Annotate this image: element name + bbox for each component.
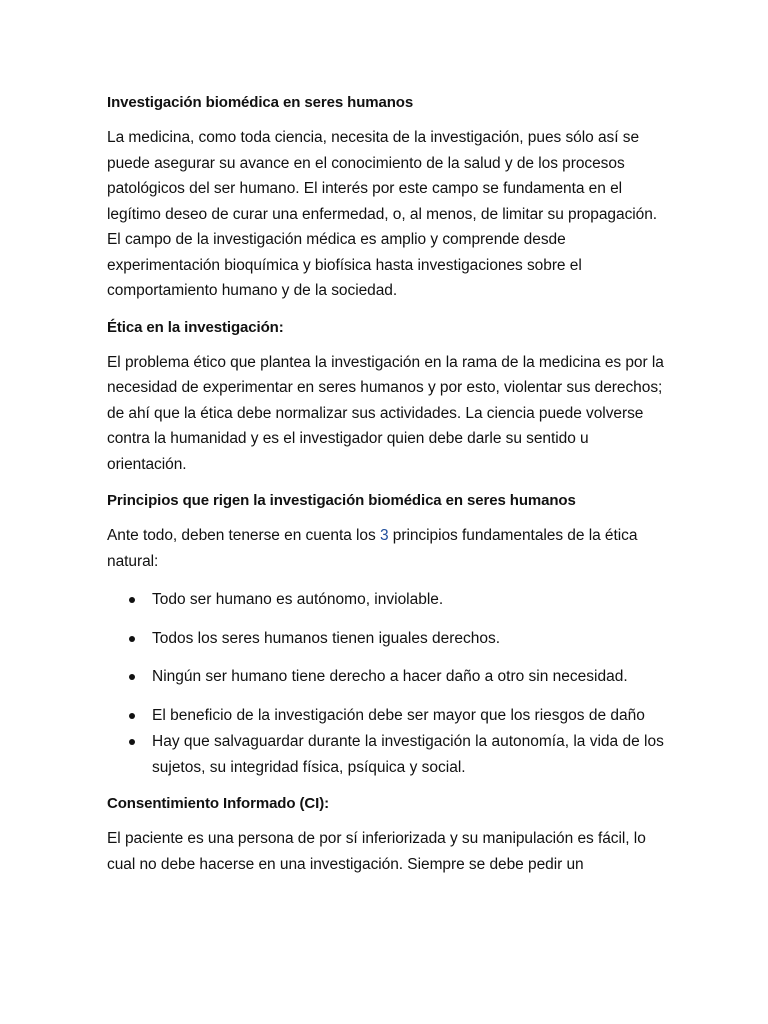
list-item-text: Ningún ser humano tiene derecho a hacer daño a otro sin necesidad.: [152, 668, 628, 685]
list-item: [107, 703, 667, 729]
list-item-text: Hay que salvaguardar durante la investigación la autonomía, la vida de los sujetos, su integridad física, psíquica y social.: [152, 733, 664, 776]
document-page: [107, 92, 667, 890]
section-heading-consentimiento: Consentimiento Informado (CI):: [107, 795, 329, 812]
intro-number: 3: [379, 527, 389, 544]
paragraph-medicina: La medicina, como toda ciencia, necesita de la investigación, pues sólo así se puede asegurar su avance en el conocimiento de la salud y de los procesos patológicos del ser humano. El interés por este campo se fundamenta en el legítimo deseo de curar una enfermedad, o, al menos, de limitar su propagación. El campo de la investigación médica es amplio y comprende desde experimentación bioquímica y biofísica hasta investigaciones sobre el comportamiento humano y de la sociedad.: [107, 129, 658, 299]
list-item-text: Todos los seres humanos tienen iguales derechos.: [152, 629, 501, 647]
section-heading-principios: Principios que rigen la investigación biomédica en seres humanos: [107, 492, 576, 509]
bullet-dot-icon: [129, 597, 135, 603]
section-heading-investigacion: Investigación biomédica en seres humanos: [107, 94, 414, 111]
list-item-text: El beneficio de la investigación debe ser mayor que los riesgos de daño: [152, 706, 645, 724]
intro-text-after: principios fundamentales de la ética natural:: [107, 527, 638, 570]
intro-text-before: Ante todo, deben tenerse en cuenta los: [107, 527, 380, 544]
paragraph-problema-etico: El problema ético que plantea la investigación en la rama de la medicina es por la necesidad de experimentar en seres humanos y por esto, violentar sus derechos; de ahí que la ética debe normalizar sus actividades. La ciencia puede volverse contra la humanidad y es el investigador quien debe darle su sentido u orientación.: [107, 353, 664, 473]
list-item-text: Todo ser humano es autónomo, inviolable.: [152, 591, 444, 608]
paragraph-principios-intro: [107, 523, 667, 574]
list-item: [107, 626, 667, 652]
list-item: [107, 664, 667, 690]
list-item: [107, 729, 667, 780]
bullet-dot-icon: [129, 739, 135, 745]
bullet-dot-icon: [129, 636, 135, 642]
list-item: [107, 587, 667, 613]
principles-list: [107, 587, 667, 780]
section-heading-etica: Ética en la investigación:: [107, 318, 284, 336]
bullet-dot-icon: [129, 674, 135, 680]
bullet-dot-icon: [129, 713, 135, 719]
paragraph-consentimiento: El paciente es una persona de por sí inferiorizada y su manipulación es fácil, lo cual no debe hacerse en una investigación. Siempre se debe pedir un: [107, 830, 646, 873]
